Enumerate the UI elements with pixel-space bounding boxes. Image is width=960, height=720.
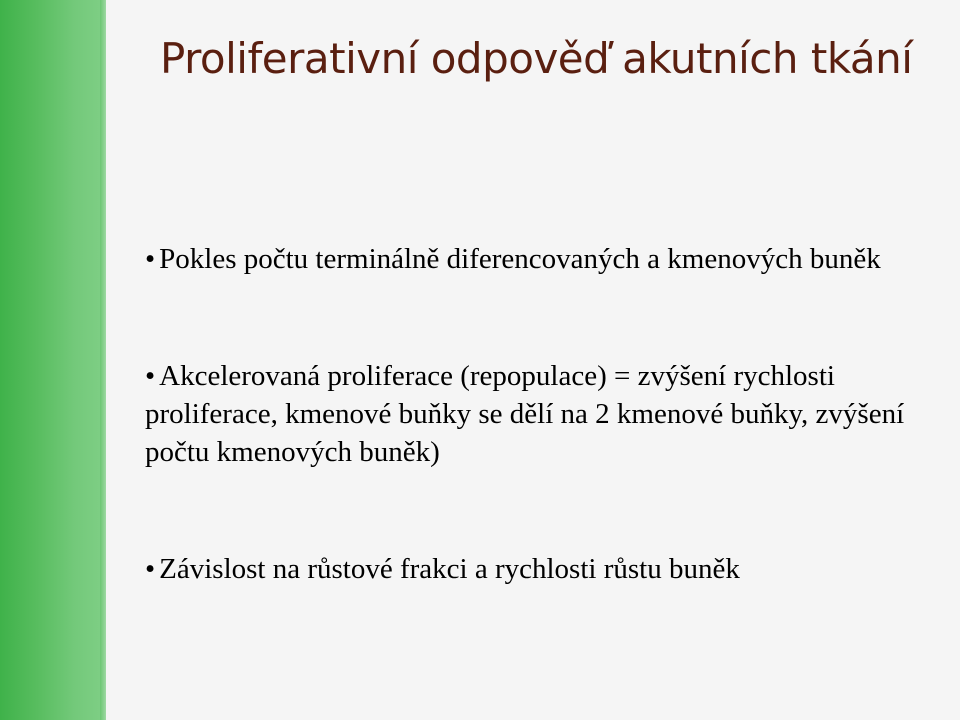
bullet-text: Závislost na růstové frakci a rychlosti růstu buněk — [159, 553, 740, 585]
bullet-mark: • — [145, 553, 156, 585]
bullet-mark: • — [145, 360, 156, 392]
green-side-bar — [0, 0, 106, 720]
bullet-item — [145, 240, 925, 278]
bullet-item — [145, 550, 925, 588]
bullet-mark: • — [145, 243, 156, 275]
bullet-text: Pokles počtu terminálně diferencovaných a kmenových buněk — [159, 243, 881, 275]
slide-title: Proliferativní odpověď akutních tkání — [160, 34, 913, 83]
bullet-list — [145, 240, 925, 588]
bullet-item — [145, 357, 925, 471]
side-bar-gradient-edge — [100, 0, 106, 720]
bullet-text: Akcelerovaná proliferace (repopulace) = zvýšení rychlosti proliferace, kmenové buňky se dělí na 2 kmenové buňky, zvýšení počtu kmenových buněk) — [145, 360, 905, 468]
